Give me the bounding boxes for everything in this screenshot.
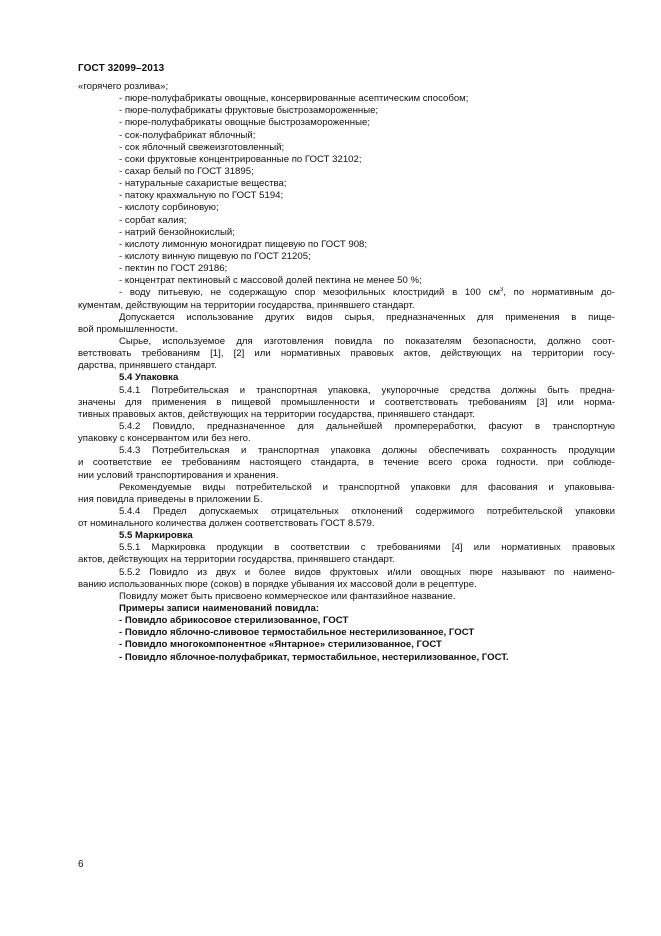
text-line: - пюре-полуфабрикаты овощные быстрозамороженные; bbox=[119, 117, 370, 129]
standard-header: ГОСТ 32099–2013 bbox=[78, 63, 165, 74]
text-line: Допускается использование других видов сырья, предназначенных для применения в пище- bbox=[119, 311, 615, 323]
text-line: - кислоту винную пищевую по ГОСТ 21205; bbox=[119, 250, 311, 262]
text-line: - кислоту сорбиновую; bbox=[119, 202, 219, 214]
text-line: 5.4.1 Потребительская и транспортная упаковка, укупорочные средства должны быть предна- bbox=[119, 384, 615, 396]
text-line: - воду питьевую, не содержащую спор мезофильных клостридий в 100 $см^3$, по нормативным до- bbox=[119, 287, 615, 299]
text-line: 5.5.1 Маркировка продукции в соответствии с требованиями [4] или нормативных правовых bbox=[119, 542, 615, 554]
text-line: - пектин по ГОСТ 29186; bbox=[119, 263, 228, 275]
text-line: упаковку с консервантом или без него. bbox=[78, 433, 251, 445]
text-line: 5.4.4 Предел допускаемых отрицательных отклонений содержимого потребительской упаковки bbox=[119, 505, 615, 517]
text-line: 5.4.2 Повидло, предназначенное для дальнейшей промпереработки, фасуют в транспортную bbox=[119, 420, 615, 432]
text-line: дарства, принявшего стандарт. bbox=[78, 360, 217, 372]
text-line: - сахар белый по ГОСТ 31895; bbox=[119, 165, 254, 177]
text-line: - пюре-полуфабрикаты фруктовые быстрозамороженные; bbox=[119, 105, 379, 117]
text-line: - Повидло яблочное-полуфабрикат, термостабильное, нестерилизованное, ГОСТ. bbox=[119, 651, 509, 663]
text-line: значены для применения в пищевой промышленности и соответствовать требованиям [3] или норма- bbox=[78, 396, 615, 408]
text-line: и соответствие ее требованиям настоящего стандарта, в течение всего срока годности. при соблюде- bbox=[78, 457, 615, 469]
section-heading: 5.4 Упаковка bbox=[119, 372, 179, 384]
text-line: ния повидла приведены в приложении Б. bbox=[78, 493, 263, 505]
text-line: Рекомендуемые виды потребительской и транспортной упаковки для фасования и упаковыва- bbox=[119, 481, 615, 493]
text-line: - кислоту лимонную моногидрат пищевую по ГОСТ 908; bbox=[119, 238, 368, 250]
text-line: ванию использованных пюре (соков) в порядке убывания их массовой доли в рецептуре. bbox=[78, 578, 477, 590]
text-line: - сорбат калия; bbox=[119, 214, 187, 226]
text-line: - натуральные сахаристые вещества; bbox=[119, 178, 287, 190]
text-line: - сок-полуфабрикат яблочный; bbox=[119, 129, 256, 141]
text-line: от номинального количества должен соответствовать ГОСТ 8.579. bbox=[78, 518, 375, 530]
text-line: нии условий транспортирования и хранения. bbox=[78, 469, 279, 481]
text-line: вой промышленности. bbox=[78, 323, 178, 335]
text-line: - концентрат пектиновый с массовой долей пектина не менее 50 %; bbox=[119, 275, 422, 287]
text-line: - сок яблочный свежеизготовленный; bbox=[119, 141, 285, 153]
text-line: - натрий бензойнокислый; bbox=[119, 226, 235, 238]
text-line: кументам, действующим на территории государства, принявшего стандарт. bbox=[78, 299, 415, 311]
body-text bbox=[78, 81, 615, 664]
text-line: 5.5.2 Повидло из двух и более видов фруктовых и/или овощных пюре называют по наимено- bbox=[119, 566, 615, 578]
text-line: «горячего розлива»; bbox=[78, 81, 169, 92]
text-line: тивных правовых актов, действующих на территории государства, принявшего стандарт. bbox=[78, 408, 475, 420]
text-line: - Повидло многокомпонентное «Янтарное» стерилизованное, ГОСТ bbox=[119, 639, 442, 651]
text-line: Примеры записи наименований повидла: bbox=[119, 603, 320, 615]
text-line: актов, действующих на территории государства, принявшего стандарт. bbox=[78, 554, 395, 566]
text-line: 5.4.3 Потребительская и транспортная упаковка должны обеспечивать сохранность продукции bbox=[119, 445, 615, 457]
text-line: - соки фруктовые концентрированные по ГОСТ 32102; bbox=[119, 153, 362, 165]
text-line: - Повидло абрикосовое стерилизованное, ГОСТ bbox=[119, 615, 349, 627]
section-heading: 5.5 Маркировка bbox=[119, 530, 193, 542]
text-line: - пюре-полуфабрикаты овощные, консервированные асептическим способом; bbox=[119, 93, 469, 105]
text-line: - Повидло яблочно-сливовое термостабильное нестерилизованное, ГОСТ bbox=[119, 627, 475, 639]
text-line: Повидлу может быть присвоено коммерческое или фантазийное название. bbox=[119, 590, 456, 602]
page-number: 6 bbox=[78, 859, 84, 870]
text-line: - патоку крахмальную по ГОСТ 5194; bbox=[119, 190, 284, 202]
text-line: Сырье, используемое для изготовления повидла по показателям безопасности, должно соот- bbox=[119, 335, 615, 347]
text-line: ветствовать требованиям [1], [2] или нормативных правовых актов, действующих на территории госу- bbox=[78, 348, 615, 360]
